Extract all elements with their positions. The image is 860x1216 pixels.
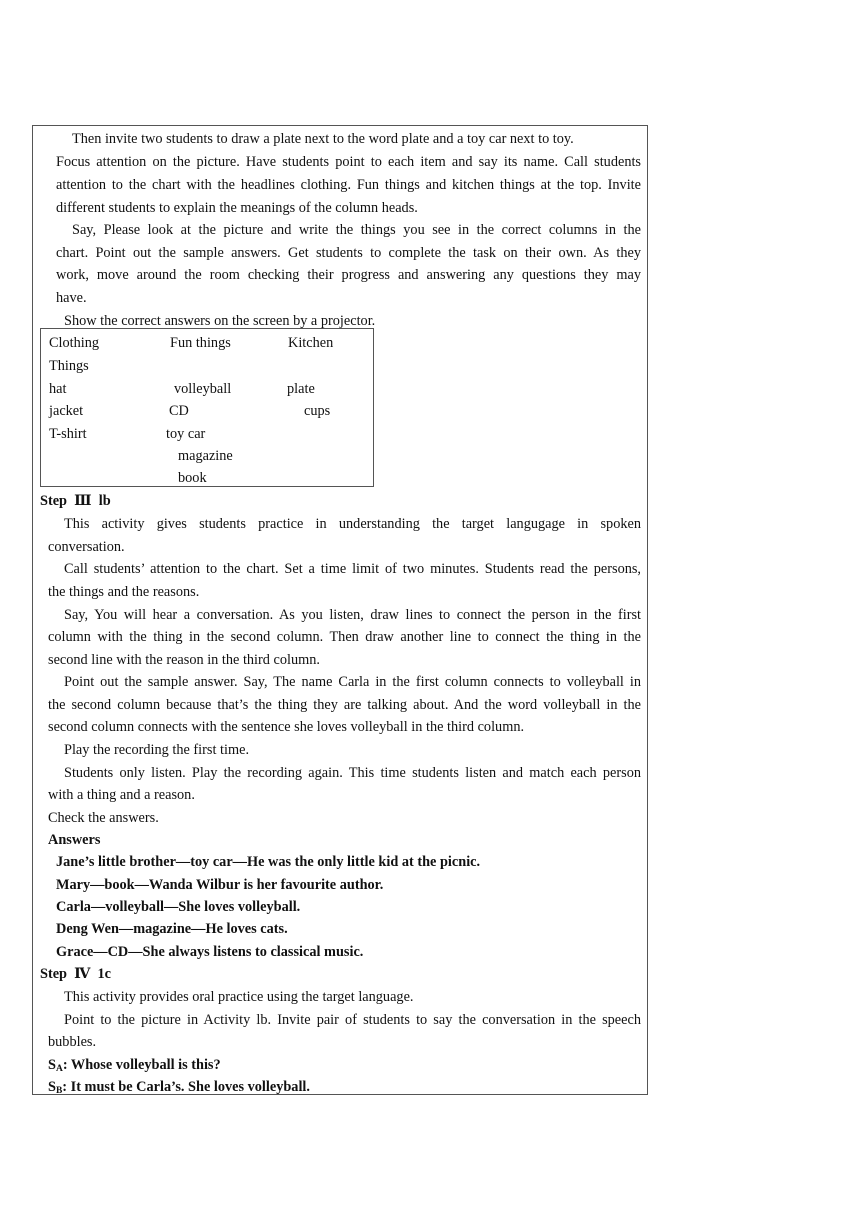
cell-magazine: magazine — [178, 448, 233, 464]
speaker-a-letter: S — [48, 1057, 56, 1073]
cell-toy-car: toy car — [166, 426, 206, 442]
answer-2: Mary—book—Wanda Wilbur is her favourite author. — [56, 877, 384, 893]
answer-4: Deng Wen—magazine—He loves cats. — [56, 921, 288, 937]
intro-p1-line4: different students to explain the meanings of the column heads. — [56, 200, 418, 216]
step4-a-line1: This activity provides oral practice using the target language. — [64, 989, 414, 1005]
step3-f-line1: Students only listen. Play the recording again. This time students listen and match each person — [64, 765, 641, 781]
step3-c-line3: second line with the reason in the third column. — [48, 652, 320, 668]
intro-p1-line3: attention to the chart with the headlines clothing. Fun things and kitchen things at the top. Invite — [56, 177, 641, 193]
cell-cd: CD — [169, 403, 189, 419]
cell-cups: cups — [304, 403, 331, 419]
answers-label: Answers — [48, 832, 101, 848]
speaker-b-letter: S — [48, 1079, 56, 1095]
header-clothing: Clothing — [49, 335, 100, 351]
intro-p1-line1: Then invite two students to draw a plate next to the word plate and a toy car next to toy. — [72, 131, 574, 147]
step4-b-line2: bubbles. — [48, 1034, 97, 1050]
step3-d-line1: Point out the sample answer. Say, The name Carla in the first column connects to volleyball in — [64, 674, 641, 690]
cell-tshirt: T-shirt — [49, 426, 87, 442]
step3-e-line1: Play the recording the first time. — [64, 742, 250, 758]
step3-heading: Step Ⅲ lb — [40, 493, 111, 509]
intro-p2-line1: Say, Please look at the picture and write the things you see in the correct columns in the — [72, 222, 641, 238]
step4-b-line1: Point to the picture in Activity lb. Invite pair of students to say the conversation in the speech — [64, 1012, 641, 1028]
intro-p1-line2: Focus attention on the picture. Have students point to each item and say its name. Call students — [56, 154, 641, 170]
speaker-b-sub: B — [55, 1086, 63, 1096]
intro-p2-line2: chart. Point out the sample answers. Get students to complete the task on their own. As they — [56, 245, 641, 261]
cell-hat: hat — [49, 381, 67, 397]
step3-b-line2: the things and the reasons. — [48, 584, 200, 600]
intro-p2-line3: work, move around the room checking their progress and answering any questions they may — [56, 267, 641, 283]
step3-d-line2: the second column because that’s the thing they are talking about. And the word volleyball in the — [48, 697, 641, 713]
header-kitchen: Kitchen — [288, 335, 334, 351]
step3-a-line1: This activity gives students practice in understanding the target langugage in spoken — [64, 516, 641, 532]
answer-5: Grace—CD—She always listens to classical music. — [56, 944, 364, 960]
answer-1: Jane’s little brother—toy car—He was the only little kid at the picnic. — [56, 854, 481, 870]
cell-book: book — [178, 470, 207, 486]
step3-c-line2: column with the thing in the second column. Then draw another line to connect the thing in the — [48, 629, 641, 645]
step3-a-line2: conversation. — [48, 539, 125, 555]
step3-d-line3: second column connects with the sentence she loves volleyball in the third column. — [48, 719, 525, 735]
intro-p3-line1: Show the correct answers on the screen by a projector. — [64, 313, 376, 329]
dialogue-a-text: : Whose volleyball is this? — [62, 1057, 221, 1073]
cell-volleyball: volleyball — [174, 381, 232, 397]
intro-p2-line4: have. — [56, 290, 87, 306]
cell-plate: plate — [287, 381, 315, 397]
step3-f-line2: with a thing and a reason. — [48, 787, 195, 803]
step4-heading: Step Ⅳ 1c — [40, 966, 112, 982]
step3-b-line1: Call students’ attention to the chart. Set a time limit of two minutes. Students read the persons, — [64, 561, 641, 577]
dialogue-line-a — [48, 1055, 221, 1077]
step3-c-line1: Say, You will hear a conversation. As you listen, draw lines to connect the person in the first — [64, 607, 641, 623]
speaker-a-sub: A — [55, 1064, 63, 1074]
header-fun-things: Fun things — [170, 335, 231, 351]
header-things: Things — [49, 358, 89, 374]
dialogue-b-text: : It must be Carla’s. She loves volleyball. — [62, 1079, 310, 1095]
cell-jacket: jacket — [49, 403, 84, 419]
step3-g-line1: Check the answers. — [48, 810, 159, 826]
answer-3: Carla—volleyball—She loves volleyball. — [56, 899, 301, 915]
dialogue-line-b — [48, 1077, 310, 1099]
